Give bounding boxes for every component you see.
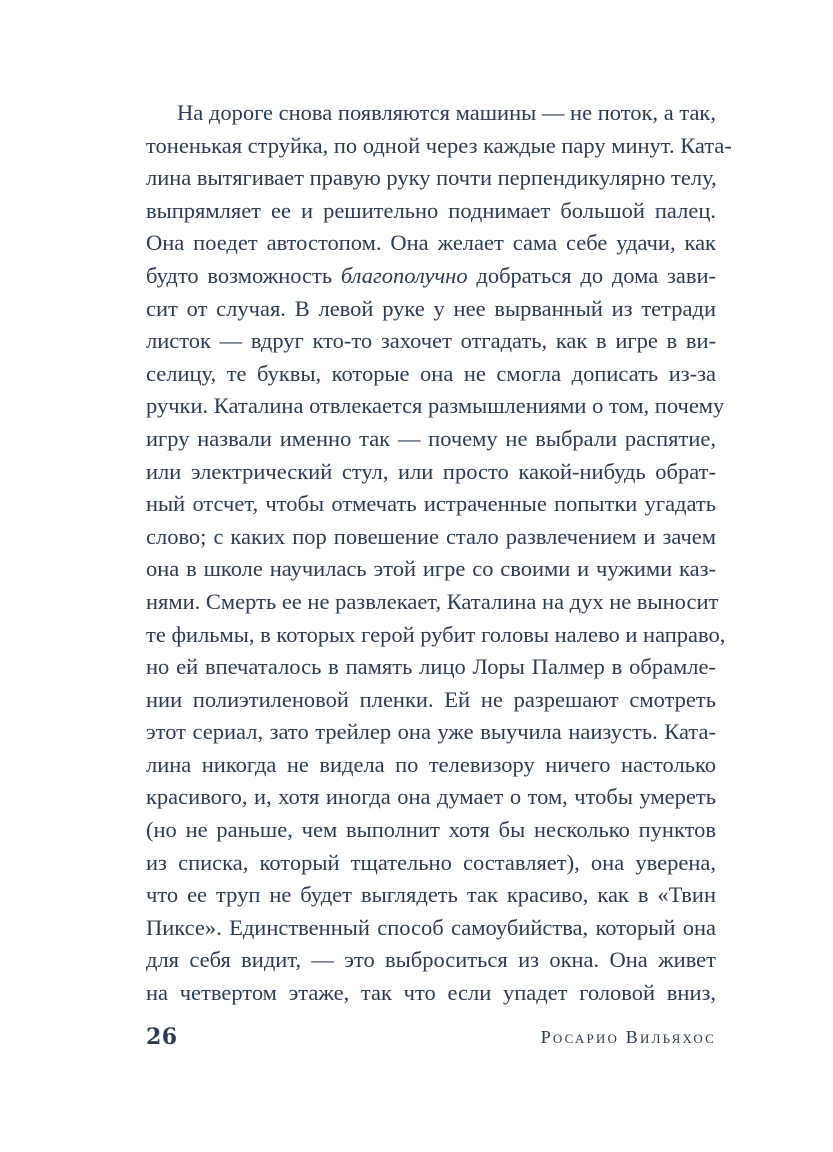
text-line: (но не раньше, чем выполнит хотя бы несколько пунктов bbox=[146, 817, 716, 843]
text-line: на четвертом этаже, так что если упадет головой вниз, bbox=[146, 980, 716, 1006]
text-line-with-italic bbox=[146, 260, 716, 293]
text-fragment: добраться до дома зави- bbox=[467, 262, 716, 288]
text-line: Пиксе». Единственный способ самоубийства, который она bbox=[146, 914, 716, 940]
text-line: игру назвали именно так — почему не выбрали распятие, bbox=[146, 425, 716, 451]
page-number: 26 bbox=[146, 1024, 178, 1050]
text-line: этот сериал, зато трейлер она уже выучила наизусть. Ката- bbox=[146, 719, 716, 745]
text-line: но ей впечаталось в память лицо Лоры Палмер в обрамле- bbox=[146, 654, 716, 680]
text-line: из списка, который тщательно составляет), она уверена, bbox=[146, 849, 716, 875]
text-line: красивого, и, хотя иногда она думает о том, чтобы умереть bbox=[146, 784, 716, 810]
text-line: или электрический стул, или просто какой-нибудь обрат- bbox=[146, 458, 716, 484]
text-line: На дороге снова появляются машины — не поток, а так, bbox=[177, 100, 716, 125]
text-line: сит от случая. В левой руке у нее вырванный из тетради bbox=[146, 295, 716, 321]
text-line: для себя видит, — это выброситься из окна. Она живет bbox=[146, 947, 716, 973]
text-line: тоненькая струйка, по одной через каждые пару минут. Ката- bbox=[146, 132, 732, 158]
text-line: Она поедет автостопом. Она желает сама себе удачи, как bbox=[146, 230, 716, 256]
text-line: те фильмы, в которых герой рубит головы налево и направо, bbox=[146, 621, 726, 647]
text-line: лина никогда не видела по телевизору ничего настолько bbox=[146, 751, 716, 777]
text-line: лина вытягивает правую руку почти перпендикулярно телу, bbox=[146, 165, 717, 191]
text-line: слово; с каких пор повешение стало развлечением и зачем bbox=[146, 523, 716, 549]
text-line: ный отсчет, чтобы отмечать истраченные попытки угадать bbox=[146, 491, 716, 517]
text-line: селицу, те буквы, которые она не смогла дописать из-за bbox=[146, 360, 716, 386]
running-footer-author: Росарио Вильяхос bbox=[540, 1027, 716, 1047]
text-line: ручки. Каталина отвлекается размышлениями о том, почему bbox=[146, 393, 725, 419]
text-line: листок — вдруг кто-то захочет отгадать, как в игре в ви- bbox=[146, 328, 716, 354]
text-line: выпрямляет ее и решительно поднимает большой палец. bbox=[146, 197, 716, 223]
text-line: что ее труп не будет выглядеть так красиво, как в «Твин bbox=[146, 882, 716, 908]
italic-word: благополучно bbox=[340, 262, 468, 288]
text-line: она в школе научилась этой игре со своими и чужими каз- bbox=[146, 556, 716, 582]
text-line: нии полиэтиленовой пленки. Ей не разрешают смотреть bbox=[146, 686, 716, 712]
text-fragment: будто возможность bbox=[146, 262, 341, 288]
body-text bbox=[146, 97, 732, 1010]
text-line: нями. Смерть ее не развлекает, Каталина на дух не выносит bbox=[146, 588, 719, 614]
